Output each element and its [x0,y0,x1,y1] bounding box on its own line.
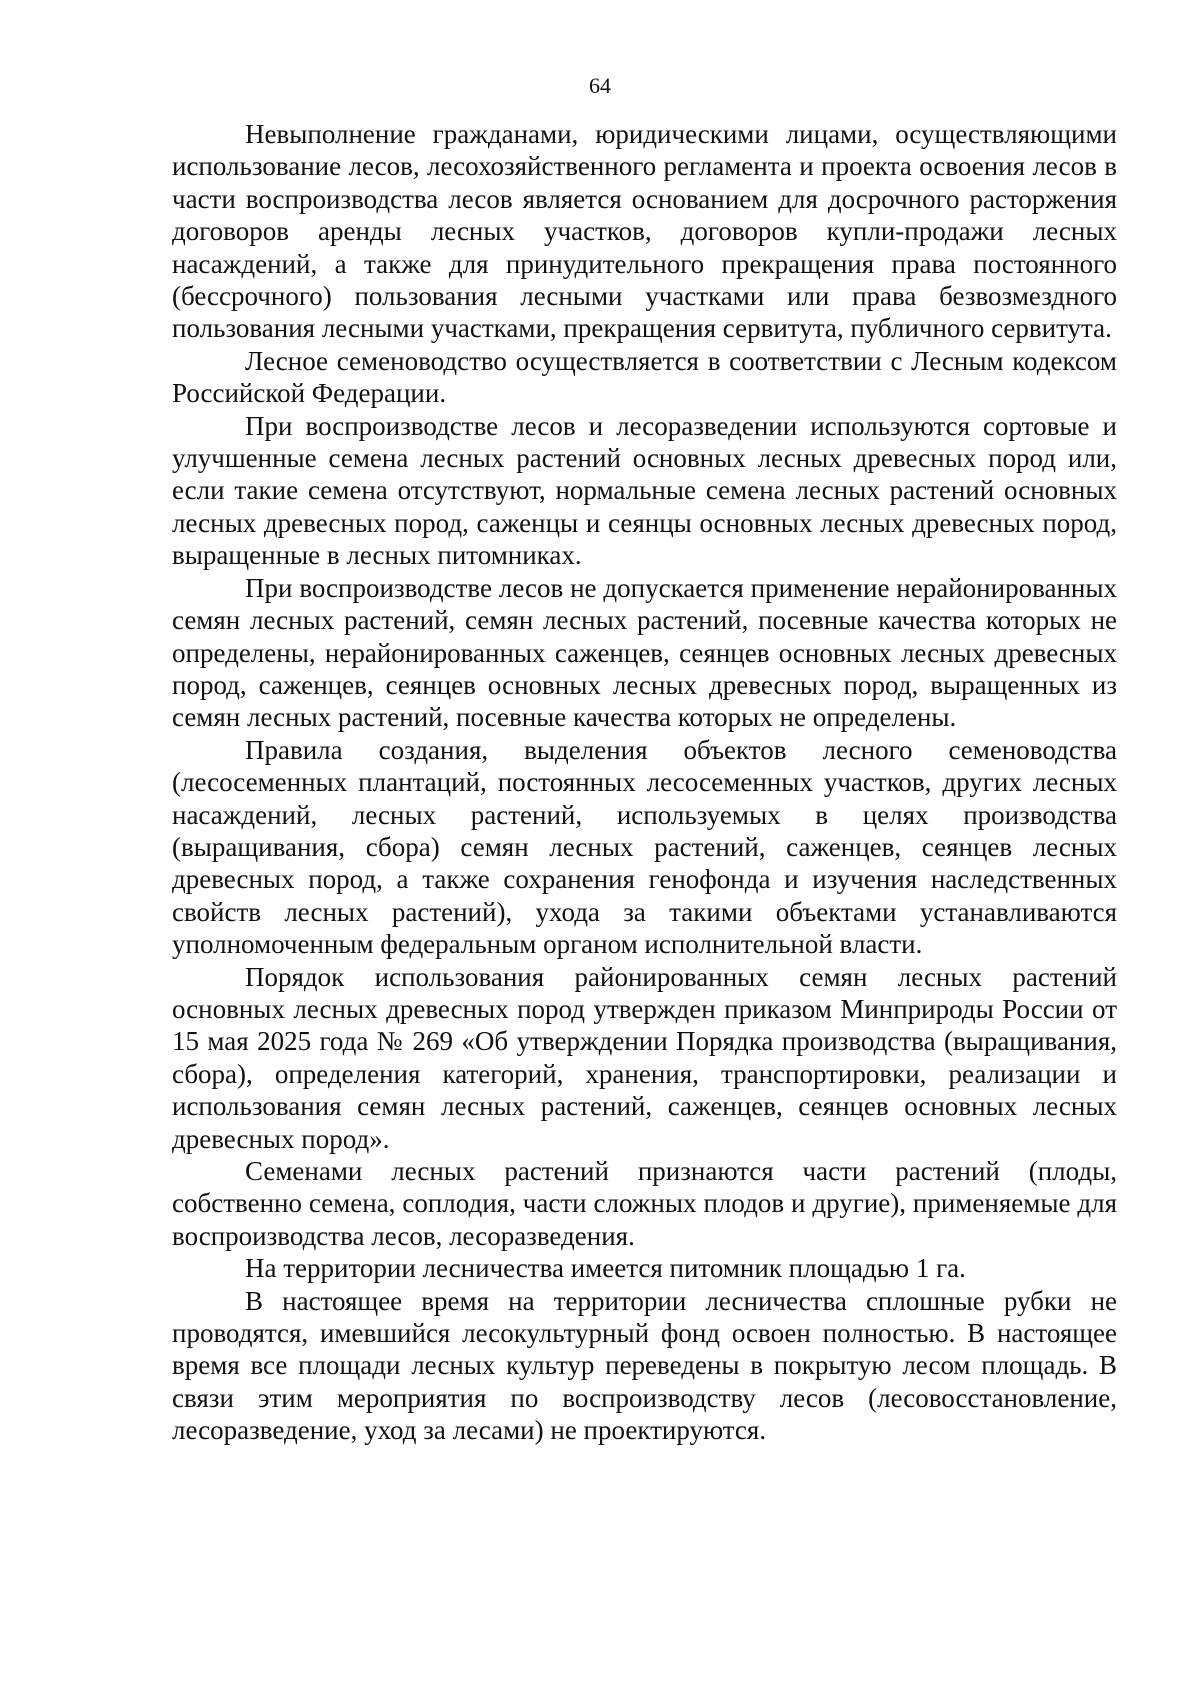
paragraph: Порядок использования районированных семян лесных растений основных лесных древесных пород утвержден приказом Минприроды России от 15 мая 2025 года № 269 «Об утверждении Порядка производства (выращивания, сбора), определения категорий, хранения, транспортировки, реализации и использования семян лесных растений, саженцев, сеянцев основных лесных древесных пород». [172,961,1117,1154]
paragraph: Лесное семеноводство осуществляется в соответствии с Лесным кодексом Российской Федерации. [172,345,1117,409]
paragraph: При воспроизводстве лесов и лесоразведении используются сортовые и улучшенные семена лесных растений основных лесных древесных пород или, если такие семена отсутствуют, нормальные семена лесных растений основных лесных древесных пород, саженцы и сеянцы основных лесных древесных пород, выращенные в лесных питомниках. [172,410,1117,571]
document-body [172,118,1117,1447]
paragraph: В настоящее время на территории лесничества сплошные рубки не проводятся, имевшийся лесокультурный фонд освоен полностью. В настоящее время все площади лесных культур переведены в покрытую лесом площадь. В связи этим мероприятия по воспроизводству лесов (лесовосстановление, лесоразведение, уход за лесами) не проектируются. [172,1285,1117,1446]
page-number: 64 [589,73,611,98]
paragraph: При воспроизводстве лесов не допускается применение нерайонированных семян лесных растений, семян лесных растений, посевные качества которых не определены, нерайонированных саженцев, сеянцев основных лесных древесных пород, саженцев, сеянцев основных лесных древесных пород, выращенных из семян лесных растений, посевные качества которых не определены. [172,572,1117,733]
paragraph: Невыполнение гражданами, юридическими лицами, осуществляющими использование лесов, лесохозяйственного регламента и проекта освоения лесов в части воспроизводства лесов является основанием для досрочного расторжения договоров аренды лесных участков, договоров купли-продажи лесных насаждений, а также для принудительного прекращения права постоянного (бессрочного) пользования лесными участками или права безвозмездного пользования лесными участками, прекращения сервитута, публичного сервитута. [172,119,1117,344]
paragraph: На территории лесничества имеется питомник площадью 1 га. [245,1253,966,1284]
paragraph: Правила создания, выделения объектов лесного семеноводства (лесосеменных плантаций, постоянных лесосеменных участков, других лесных насаждений, лесных растений, используемых в целях производства (выращивания, сбора) семян лесных растений, саженцев, сеянцев лесных древесных пород, а также сохранения генофонда и изучения наследственных свойств лесных растений), ухода за такими объектами устанавливаются уполномоченным федеральным органом исполнительной власти. [172,734,1117,960]
paragraph: Семенами лесных растений признаются части растений (плоды, собственно семена, соплодия, части сложных плодов и другие), применяемые для воспроизводства лесов, лесоразведения. [172,1156,1117,1251]
